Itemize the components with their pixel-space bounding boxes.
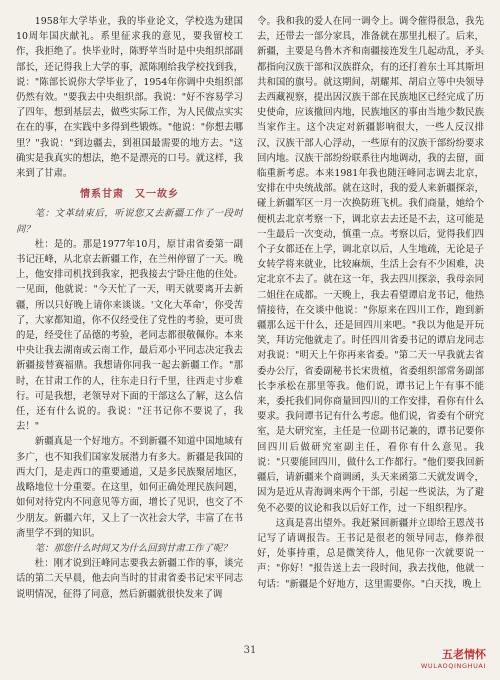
paragraph: 这真是喜出望外。我赶紧回新疆并立即给王恩茂书记写了请调报告。王书记是很老的领导同志，修养很好，处事持重，总是微笑待人，他见你一次就要说一声："你好！"报告送上去一段时间，我去找他，他就一句话："新疆是个好地方，这里需要你。"白天找，晚上 bbox=[257, 517, 484, 590]
right-column bbox=[257, 14, 484, 624]
text-columns bbox=[16, 14, 484, 624]
interview-answer: 杜：是的。那是1977年10月，原甘肃省委第一副书记汪峰，从北京去新疆工作，在兰州停留了一天。晚上，他安排司机找到我家，把我接去宁卧庄他的住处。一见面，他就说："今天忙了一天，明天就要离开去新疆，所以只好晚上请你来谈谈。'文化大革命'，你受苦了，大家都知道，你不仅经受住了党性的考验，更可贵的是，经受住了品德的考验，老同志都很敬佩你。本来中央让我去湖南或云南工作，最后邓小平同志决定我去新疆接替赛福鼎。我想请你同我一起去新疆工作。"那时，在甘肃工作的人，往东走日行千里，往西走寸步难行。可是我想，老领导对下面的干部这么了解，这么信任，还有什么说的。我说："汪书记你不要说了，我去！" bbox=[16, 238, 243, 433]
section-title: 情系甘肃 又一故乡 bbox=[80, 189, 179, 201]
paragraph: 1958年大学毕业，我的毕业论文，学校选为建国10周年国庆献礼。系里征求我的意见，要我留校工作，我拒绝了。快毕业时，陈野苹当时是中央组织部副部长，还记得我上大学的事，派陈刚给我学校找到我，说："陈部长说你大学毕业了，1954年你调中央组织部仍然有效。"要我去中央组织部。我说："好不容易学习了四年，想到基层去，做些实际工作，为人民做点实实在在的事，在实践中多得到些锻炼。"他说："你想去哪里？"我说："到边疆去，到祖国最需要的地方去。"这确实是我真实的想法，绝不是漂亮的口号。就这样，我来到了甘肃。 bbox=[16, 16, 243, 180]
brand-name-cn: 五老情怀 bbox=[442, 648, 486, 661]
page-number: 31 bbox=[243, 645, 257, 656]
left-column bbox=[16, 14, 243, 624]
paragraph-continued: 令。我和我的爱人在同一调令上。调令催得很急，我先去，还带去一部分家具，准备就在那里扎根了。后来，新疆，主要是乌鲁木齐和南疆接连发生几起动乱，矛头都指向汉族干部和汉族群众，有的还打着东土耳其斯坦共和国的旗号。就这期间，胡耀邦、胡启立等中央领导去西藏视察，提出因汉族干部在民族地区已经完成了历史使命，应该撤回内地，民族地区的事由当地少数民族当家作主。这个决定对新疆影响很大，一些人反汉排汉，汉族干部人心浮动，一些原有的汉族干部纷纷要求回内地。汉族干部纷纷联系往内地调动，我的去留，面临重新考虑。本来1981年我也随汪峰同志调去北京，安排在中央统战部。就在这时，我的爱人来新疆探亲，碰上新疆军区一月一次换防班飞机。我们商量，她给个便机去北京考察一下，调北京去去还是不去，这可能是一生最后一次变动，慎重一点。考察以后，觉得我们四个子女都还在上学，调北京以后，人生地疏，无论是子女转学将来就业，比较麻烦，生活上会有不少困难，决定北京不去了。就在这一年，我去四川探亲，我母亲同二姐住在成都。一天晚上，我去看望谭启龙书记，他热情接待，在交谈中他说："你原来在四川工作，跑到新疆那么远干什么，还是回四川来吧。"我以为他是开玩笑，拜访完他就走了。时任四川省委书记的谭启龙同志对我说："明天上午你再来省委。"第二天一早我就去省委办公厅，省委副秘书长宋贵植，省委组织部常务副部长李承松在那里等我。他们说，谭书记上午有事不能来，委托我们同你商量回四川的工作安排，看你有什么要求。我问谭书记有什么考虑。他们说，省委有个研究室，是大研究室，主任是一位副书记兼的，谭书记要你回四川后做研究室副主任，看你有什么意见。我说："只要能回四川，做什么工作都行。"他们要我回新疆后，请新疆来个商调函，头天来函第二天就发调令，因为是近从青海调来两个干部，引起一些说法，为了避免不必要的议论和我以后好工作，过一下组织程序。 bbox=[257, 16, 484, 514]
brand-name-en: WULAOQINGHUAI bbox=[420, 662, 486, 670]
interview-question: 笔：文革结束后，听说您又去新疆工作了一段时间？ bbox=[16, 208, 243, 235]
paragraph: 新疆真是一个好地方。不到新疆不知道中国地域有多广，也不知我们国家发展潜力有多大。新疆是我国的西大门，是走西口的重要通道，又是多民族聚居地区，战略地位十分重要。在这里，如何正确处理民族问题，如何对待党内不同意见等方面，增长了见识，也交了不少朋友。新疆六年，又上了一次社会大学，丰富了在书斋里学不到的知识。 bbox=[16, 436, 243, 539]
interview-answer: 杜：刚才说到汪峰同志要我去新疆工作的事，谈完话的第二天早晨，他去向当时的甘肃省委书记宋平同志说明情况，征得了同意，然后新疆就很快发来了调 bbox=[16, 558, 243, 600]
magazine-brand-logo bbox=[421, 646, 486, 670]
interview-question: 笔：那您什么时间又为什么回到甘肃工作了呢？ bbox=[34, 542, 232, 554]
